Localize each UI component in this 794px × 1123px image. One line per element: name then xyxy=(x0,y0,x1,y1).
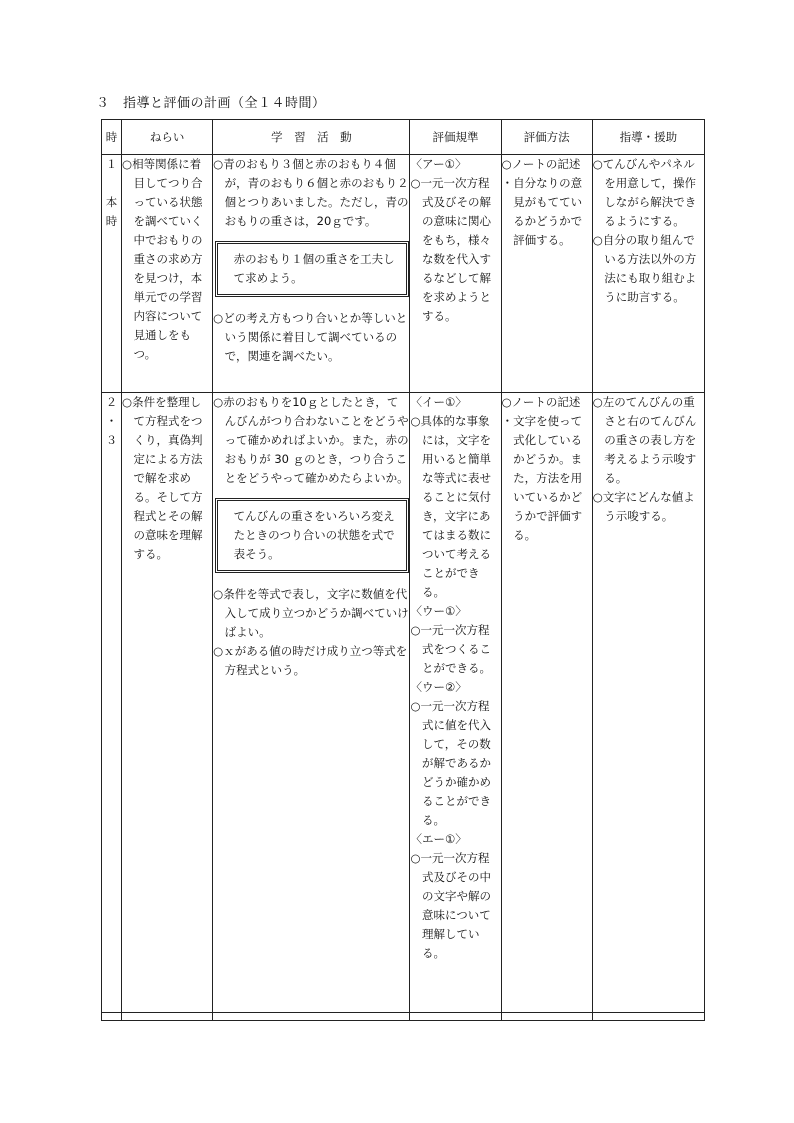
empty-cell xyxy=(592,1013,704,1021)
criteria-text: ○具体的な事象には，文字を用いると簡単な等式に表せることに気付き，文字にあてはまる数について考えることができる。 xyxy=(410,414,491,599)
method-text: ○ノートの記述 xyxy=(501,157,581,171)
table-row xyxy=(102,155,705,393)
method-text: ○ノートの記述 xyxy=(501,395,581,409)
time-cell xyxy=(102,393,122,1013)
method-text: ・文字を使って式化しているかどうか。また，方法を用いているかどうかで評価する。 xyxy=(501,414,583,542)
criteria-cell xyxy=(410,393,501,1013)
activity-text: ○赤のおもりを10ｇとしたとき，てんびんがつり合わないことをどうやって確かめればよいか。また，赤のおもりが 30 ｇのとき，つり合うことをどうやって確かめたらよいか。 xyxy=(213,395,409,485)
time-line: 本 xyxy=(105,195,118,209)
guidance-text: ○てんびんやパネルを用意して，操作しながら解決できるようにする。 xyxy=(592,157,697,228)
header-method: 評価方法 xyxy=(501,120,592,155)
activity-text: ○青のおもり３個と赤のおもり４個が，青のおもり６個と赤のおもり２個とつりあいました。ただし，青のおもりの重さは，20ｇです。 xyxy=(213,157,409,228)
header-activity: 学 習 活 動 xyxy=(213,120,410,155)
aim-cell xyxy=(122,155,213,393)
time-line xyxy=(102,174,121,193)
aim-text: ○条件を整理して方程式をつくり，真偽判定による方法で解を求める。そして方程式とその解の意味を理解する。 xyxy=(122,395,203,561)
time-line: ３ xyxy=(105,433,118,447)
method-text: ・自分なりの意見がもてているかどうかで評価する。 xyxy=(501,176,583,247)
empty-cell xyxy=(102,1013,122,1021)
header-time: 時 xyxy=(102,120,122,155)
time-line: １ xyxy=(105,157,118,171)
empty-cell xyxy=(122,1013,213,1021)
header-aim: ねらい xyxy=(122,120,213,155)
time-line: ・ xyxy=(105,414,118,428)
time-cell xyxy=(102,155,122,393)
method-cell xyxy=(501,393,592,1013)
activity-text: ○条件を等式で表し，文字に数値を代入して成り立つかどうか調べていけばよい。 xyxy=(213,587,409,639)
criteria-tag: 〈ウー②〉 xyxy=(410,680,467,694)
criteria-text: ○一元一次方程式及びその中の文字や解の意味について理解している。 xyxy=(410,851,491,960)
criteria-text: ○一元一次方程式をつくることができる。 xyxy=(410,623,491,675)
time-line: ２ xyxy=(105,395,118,409)
criteria-tag: 〈エー①〉 xyxy=(410,832,467,846)
criteria-tag: 〈イー①〉 xyxy=(410,395,467,409)
activity-text: ○どの考え方もつり合いとか等しいという関係に着目して調べているので，関連を調べたい。 xyxy=(213,311,408,363)
empty-cell xyxy=(501,1013,592,1021)
activity-cell xyxy=(213,393,410,1013)
task-box xyxy=(215,498,409,573)
task-text: 赤のおもり１個の重さを工夫して求めよう。 xyxy=(233,252,395,285)
activity-text: ○ｘがある値の時だけ成り立つ等式を方程式という。 xyxy=(213,644,408,677)
criteria-tag: 〈アー①〉 xyxy=(410,157,467,171)
aim-text: ○相等関係に着目してつり合っている状態を調べていく中でおもりの重さの求め方を見つけ，本単元での学習内容について見通しをもつ。 xyxy=(122,157,203,361)
guidance-cell xyxy=(592,393,704,1013)
criteria-tag: 〈ウー①〉 xyxy=(410,604,467,618)
guidance-text: ○文字にどんな値よう示唆する。 xyxy=(592,490,695,523)
guidance-text: ○左のてんびんの重さと右のてんびんの重さの表し方を考えるよう示唆する。 xyxy=(592,395,697,485)
task-text: てんびんの重さをいろいろ変えたときのつり合いの状態を式で表そう。 xyxy=(233,509,395,561)
aim-cell xyxy=(122,393,213,1013)
guidance-text: ○自分の取り組んでいる方法以外の方法にも取り組むように助言する。 xyxy=(592,233,697,304)
task-box xyxy=(215,241,409,297)
header-row xyxy=(102,120,705,155)
header-criteria: 評価規準 xyxy=(410,120,501,155)
plan-table xyxy=(101,119,705,1021)
activity-cell xyxy=(213,155,410,393)
header-guidance: 指導・援助 xyxy=(592,120,704,155)
empty-cell xyxy=(410,1013,501,1021)
table-row xyxy=(102,393,705,1013)
table-row-continued xyxy=(102,1013,705,1021)
method-cell xyxy=(501,155,592,393)
time-line: 時 xyxy=(105,214,118,228)
empty-cell xyxy=(213,1013,410,1021)
criteria-text: ○一元一次方程式に値を代入して，その数が解であるかどうか確かめることができる。 xyxy=(410,699,491,827)
criteria-text: ○一元一次方程式及びその解の意味に関心をもち，様々な数を代入するなどして解を求めようとする。 xyxy=(410,176,491,323)
guidance-cell xyxy=(592,155,704,393)
section-heading: ３ 指導と評価の計画（全１４時間） xyxy=(96,96,326,111)
criteria-cell xyxy=(410,155,501,393)
